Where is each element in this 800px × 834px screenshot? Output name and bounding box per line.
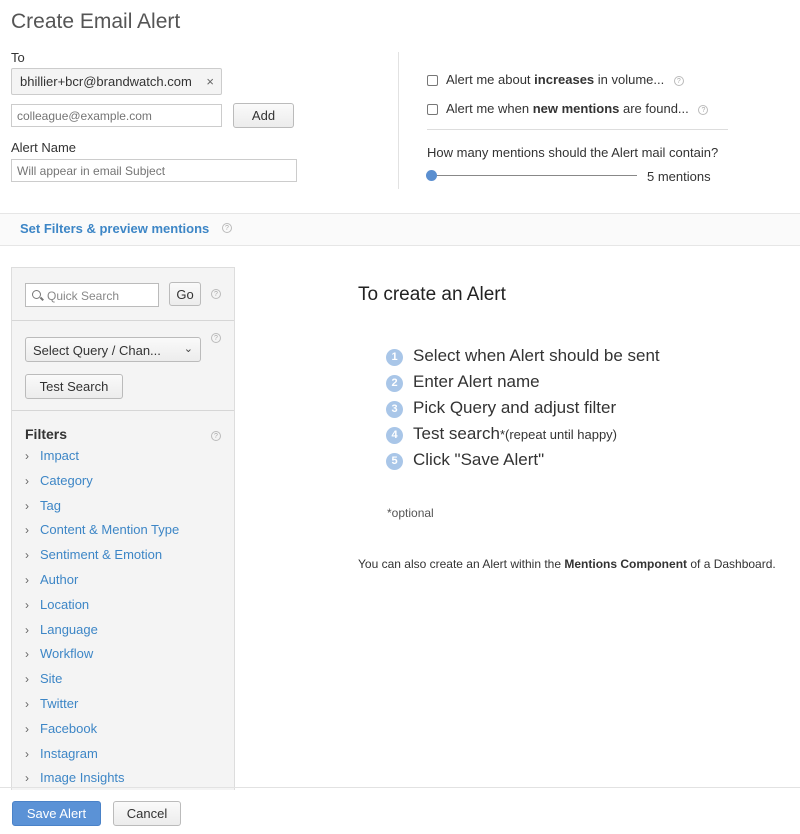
step-text: Click "Save Alert": [413, 450, 545, 469]
new-mentions-text-bold: new mentions: [532, 101, 620, 116]
chevron-right-icon: ›: [25, 449, 29, 463]
chevron-right-icon: ›: [25, 672, 29, 687]
chevron-right-icon: ›: [25, 473, 29, 488]
query-select[interactable]: [25, 337, 201, 362]
filter-item-label: Author: [40, 571, 79, 587]
step-number-badge: 3: [386, 401, 403, 418]
chevron-right-icon: ›: [25, 746, 29, 761]
alert-name-label: Alert Name: [11, 140, 77, 155]
new-mentions-text-post: are found...: [619, 101, 689, 116]
mentions-slider-track[interactable]: [431, 175, 637, 176]
instruction-step: [386, 398, 660, 424]
filter-item-label: Twitter: [40, 695, 79, 711]
mentions-count-question: How many mentions should the Alert mail contain?: [427, 145, 719, 160]
help-icon[interactable]: ?: [698, 105, 708, 115]
filter-item[interactable]: [25, 448, 179, 473]
increases-checkbox[interactable]: [427, 75, 438, 86]
note-text-pre: You can also create an Alert within the: [358, 557, 565, 571]
filter-item[interactable]: [25, 473, 179, 498]
test-search-button[interactable]: Test Search: [25, 374, 123, 399]
filters-bar: [0, 213, 800, 246]
to-label: To: [11, 50, 25, 65]
filter-item-label: Impact: [40, 448, 80, 463]
sidebar-divider: [12, 410, 234, 411]
step-suffix: *(repeat until happy): [499, 427, 618, 442]
filter-item-label: Workflow: [40, 646, 94, 662]
remove-recipient-icon[interactable]: ×: [206, 74, 214, 89]
quick-search-input[interactable]: [25, 283, 159, 307]
colleague-email-input[interactable]: [11, 104, 222, 127]
step-text: Test search: [413, 424, 500, 443]
instruction-steps: [386, 346, 660, 476]
filter-item[interactable]: [25, 721, 179, 746]
help-icon[interactable]: ?: [211, 289, 221, 299]
filter-item[interactable]: [25, 498, 179, 523]
increases-option: [446, 72, 684, 87]
filter-item-label: Location: [40, 596, 90, 612]
instruction-step: [386, 372, 660, 398]
increases-text-bold: increases: [534, 72, 595, 87]
footer-divider: [0, 787, 800, 788]
filters-title: Filters: [25, 426, 68, 442]
chevron-right-icon: ›: [25, 771, 29, 786]
chevron-down-icon: ⌄: [183, 343, 193, 355]
chevron-right-icon: ›: [25, 622, 29, 637]
optional-note: *optional: [387, 506, 434, 520]
step-number-badge: 1: [386, 349, 403, 366]
step-text: Pick Query and adjust filter: [413, 398, 617, 417]
filter-list: [25, 448, 179, 790]
help-icon[interactable]: ?: [211, 431, 221, 441]
step-number-badge: 4: [386, 427, 403, 444]
filter-item-label: Facebook: [40, 720, 98, 736]
chevron-right-icon: ›: [25, 523, 29, 538]
recipient-email: bhillier+bcr@brandwatch.com: [20, 74, 192, 89]
help-icon[interactable]: ?: [222, 223, 232, 233]
note-text-post: of a Dashboard.: [687, 557, 776, 571]
instructions-heading: To create an Alert: [358, 284, 506, 305]
filter-item-label: Category: [40, 472, 93, 488]
help-icon[interactable]: ?: [674, 76, 684, 86]
save-alert-button[interactable]: Save Alert: [12, 801, 101, 826]
chevron-right-icon: ›: [25, 721, 29, 736]
chevron-right-icon: ›: [25, 498, 29, 513]
instruction-step: [386, 424, 660, 450]
chevron-right-icon: ›: [25, 696, 29, 711]
quick-search-placeholder: Quick Search: [47, 289, 120, 303]
chevron-right-icon: ›: [25, 647, 29, 662]
filter-item[interactable]: [25, 522, 179, 547]
mentions-slider-handle[interactable]: [426, 170, 437, 181]
filter-sidebar: [11, 267, 235, 790]
query-select-value: Select Query / Chan...: [33, 343, 161, 358]
filter-item[interactable]: [25, 646, 179, 671]
filter-item-label: Sentiment & Emotion: [40, 547, 163, 563]
chevron-right-icon: ›: [25, 548, 29, 563]
mentions-component-note: [358, 555, 778, 573]
filter-item-label: Instagram: [40, 745, 98, 761]
alert-name-input[interactable]: [11, 159, 297, 182]
add-recipient-button[interactable]: Add: [233, 103, 294, 128]
set-filters-link[interactable]: Set Filters & preview mentions: [20, 221, 210, 236]
step-text: Select when Alert should be sent: [413, 346, 660, 365]
filter-item-label: Content & Mention Type: [40, 522, 180, 538]
filter-item[interactable]: [25, 622, 179, 647]
filter-item[interactable]: [25, 696, 179, 721]
instruction-step: [386, 450, 660, 476]
new-mentions-text-pre: Alert me when: [446, 101, 533, 116]
filter-item[interactable]: [25, 572, 179, 597]
filter-item-label: Language: [40, 621, 98, 637]
column-divider: [398, 52, 399, 189]
increases-text-post: in volume...: [594, 72, 665, 87]
filter-item[interactable]: [25, 746, 179, 771]
chevron-right-icon: ›: [25, 597, 29, 612]
chevron-right-icon: ›: [25, 572, 29, 587]
filter-item-label: Image Insights: [40, 770, 125, 786]
sidebar-divider: [12, 320, 234, 321]
mentions-count-value: 5 mentions: [647, 169, 711, 184]
filter-item[interactable]: [25, 671, 179, 696]
help-icon[interactable]: ?: [211, 333, 221, 343]
filter-item[interactable]: [25, 547, 179, 572]
filter-item-label: Site: [40, 671, 63, 687]
filter-item[interactable]: [25, 597, 179, 622]
new-mentions-checkbox[interactable]: [427, 104, 438, 115]
step-number-badge: 5: [386, 453, 403, 470]
instruction-step: [386, 346, 660, 372]
step-number-badge: 2: [386, 375, 403, 392]
options-divider: [427, 129, 728, 130]
note-text-bold: Mentions Component: [564, 557, 688, 571]
step-text: Enter Alert name: [413, 372, 540, 391]
search-icon: [32, 290, 41, 299]
go-button[interactable]: Go: [169, 282, 201, 306]
page-title: Create Email Alert: [11, 10, 181, 33]
new-mentions-option: [446, 101, 708, 116]
filter-item-label: Tag: [40, 497, 61, 513]
cancel-button[interactable]: Cancel: [113, 801, 181, 826]
increases-text-pre: Alert me about: [446, 72, 535, 87]
recipient-chip: [11, 68, 222, 95]
